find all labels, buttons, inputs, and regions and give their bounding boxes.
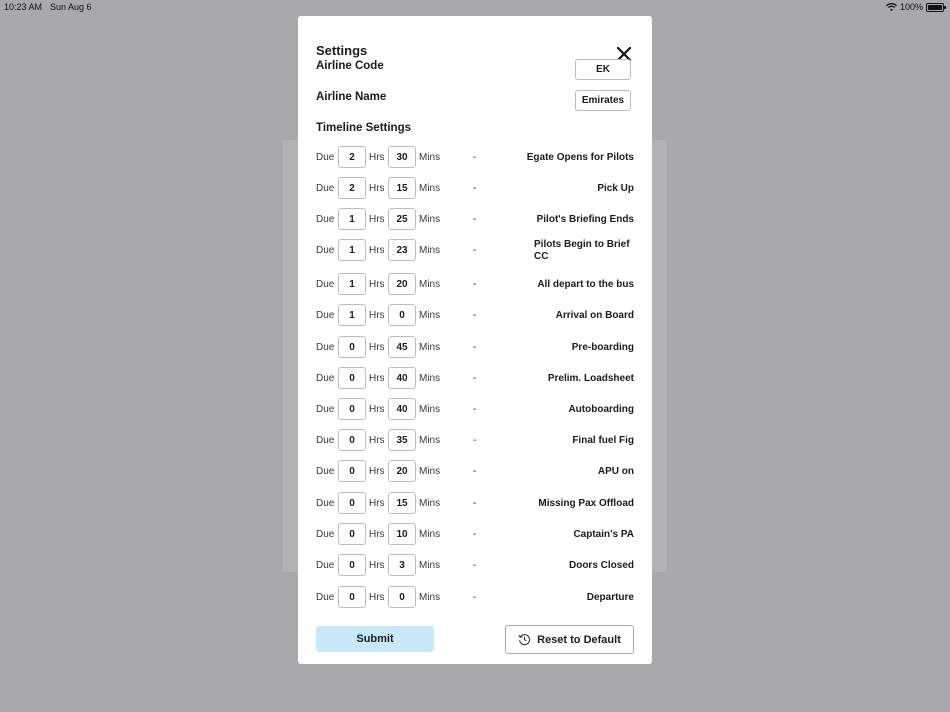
minutes-field[interactable]: 30 (388, 146, 416, 168)
event-label: Captain's PA (573, 529, 634, 540)
minutes-field[interactable]: 20 (388, 273, 416, 295)
status-bar (0, 0, 950, 14)
hours-field[interactable]: 1 (338, 273, 366, 295)
hrs-label: Hrs (369, 279, 385, 290)
event-label: Departure (586, 592, 634, 603)
separator-dash: - (473, 279, 477, 290)
due-label: Due (316, 560, 335, 571)
hrs-label: Hrs (369, 342, 385, 353)
minutes-field[interactable]: 45 (388, 336, 416, 358)
event-label: All depart to the bus (537, 279, 634, 290)
hrs-label: Hrs (369, 245, 385, 256)
timeline-row (298, 398, 652, 422)
timeline-row (298, 208, 652, 232)
reset-to-default-button[interactable] (505, 625, 634, 654)
event-label: Final fuel Fig (572, 435, 634, 446)
hrs-label: Hrs (369, 435, 385, 446)
mins-label: Mins (419, 279, 441, 290)
timeline-row (298, 239, 652, 263)
separator-dash: - (473, 310, 477, 321)
minutes-field[interactable]: 0 (388, 586, 416, 608)
hrs-label: Hrs (369, 183, 385, 194)
hours-field[interactable]: 1 (338, 304, 366, 326)
timeline-row (298, 146, 652, 170)
mins-label: Mins (419, 592, 441, 603)
mins-label: Mins (419, 560, 441, 571)
mins-label: Mins (419, 498, 441, 509)
due-label: Due (316, 435, 335, 446)
timeline-row (298, 367, 652, 391)
event-label: Prelim. Loadsheet (547, 373, 634, 384)
separator-dash: - (473, 529, 477, 540)
submit-button[interactable] (316, 626, 434, 652)
hours-field[interactable]: 0 (338, 460, 366, 482)
mins-label: Mins (419, 529, 441, 540)
event-label: Pilot's Briefing Ends (536, 214, 634, 225)
hrs-label: Hrs (369, 373, 385, 384)
hours-field[interactable]: 0 (338, 336, 366, 358)
separator-dash: - (473, 245, 477, 256)
mins-label: Mins (419, 342, 441, 353)
hours-field[interactable]: 0 (338, 398, 366, 420)
hours-field[interactable]: 0 (338, 523, 366, 545)
minutes-field[interactable]: 3 (388, 554, 416, 576)
timeline-row (298, 492, 652, 516)
timeline-row (298, 304, 652, 328)
hours-field[interactable]: 1 (338, 208, 366, 230)
due-label: Due (316, 592, 335, 603)
timeline-row (298, 460, 652, 484)
due-label: Due (316, 183, 335, 194)
separator-dash: - (473, 466, 477, 477)
hours-field[interactable]: 0 (338, 492, 366, 514)
event-label: APU on (597, 466, 634, 477)
status-date: Sun Aug 6 (50, 2, 92, 12)
timeline-row (298, 586, 652, 610)
hrs-label: Hrs (369, 592, 385, 603)
timeline-row (298, 429, 652, 453)
due-label: Due (316, 152, 335, 163)
timeline-row (298, 177, 652, 201)
timeline-settings-label: Timeline Settings (316, 122, 412, 134)
separator-dash: - (473, 214, 477, 225)
minutes-field[interactable]: 40 (388, 367, 416, 389)
mins-label: Mins (419, 245, 441, 256)
minutes-field[interactable]: 35 (388, 429, 416, 451)
event-label: Pick Up (597, 183, 634, 194)
hrs-label: Hrs (369, 152, 385, 163)
airline-name-field[interactable]: Emirates (575, 90, 631, 111)
due-label: Due (316, 466, 335, 477)
reset-clock-icon (518, 633, 531, 646)
timeline-row (298, 336, 652, 360)
separator-dash: - (473, 342, 477, 353)
separator-dash: - (473, 152, 477, 163)
due-label: Due (316, 245, 335, 256)
wifi-icon (886, 3, 897, 11)
battery-icon (926, 3, 944, 12)
timeline-row (298, 554, 652, 578)
mins-label: Mins (419, 214, 441, 225)
minutes-field[interactable]: 15 (388, 177, 416, 199)
reset-label: Reset to Default (537, 633, 621, 646)
separator-dash: - (473, 404, 477, 415)
mins-label: Mins (419, 373, 441, 384)
separator-dash: - (473, 435, 477, 446)
minutes-field[interactable]: 15 (388, 492, 416, 514)
minutes-field[interactable]: 23 (388, 239, 416, 261)
due-label: Due (316, 214, 335, 225)
minutes-field[interactable]: 10 (388, 523, 416, 545)
hours-field[interactable]: 1 (338, 239, 366, 261)
hrs-label: Hrs (369, 310, 385, 321)
hrs-label: Hrs (369, 529, 385, 540)
due-label: Due (316, 498, 335, 509)
minutes-field[interactable]: 20 (388, 460, 416, 482)
settings-modal (298, 16, 652, 664)
hours-field[interactable]: 2 (338, 177, 366, 199)
hrs-label: Hrs (369, 404, 385, 415)
hours-field[interactable]: 0 (338, 586, 366, 608)
due-label: Due (316, 373, 335, 384)
event-label: Missing Pax Offload (538, 498, 634, 509)
hours-field[interactable]: 0 (338, 367, 366, 389)
timeline-row (298, 273, 652, 297)
minutes-field[interactable]: 0 (388, 304, 416, 326)
hours-field[interactable]: 0 (338, 429, 366, 451)
separator-dash: - (473, 592, 477, 603)
separator-dash: - (473, 498, 477, 509)
status-time: 10:23 AM (4, 2, 43, 12)
status-right (886, 2, 944, 12)
hrs-label: Hrs (369, 560, 385, 571)
separator-dash: - (473, 183, 477, 194)
event-label: Egate Opens for Pilots (526, 152, 634, 163)
event-label: Pre-boarding (571, 342, 634, 353)
submit-label: Submit (356, 633, 394, 645)
mins-label: Mins (419, 310, 441, 321)
event-label: Pilots Begin to Brief CC (534, 239, 630, 262)
hours-field[interactable]: 2 (338, 146, 366, 168)
hrs-label: Hrs (369, 466, 385, 477)
minutes-field[interactable]: 25 (388, 208, 416, 230)
mins-label: Mins (419, 435, 441, 446)
due-label: Due (316, 342, 335, 353)
due-label: Due (316, 279, 335, 290)
hrs-label: Hrs (369, 498, 385, 509)
due-label: Due (316, 529, 335, 540)
hrs-label: Hrs (369, 214, 385, 225)
separator-dash: - (473, 373, 477, 384)
minutes-field[interactable]: 40 (388, 398, 416, 420)
event-label: Doors Closed (568, 560, 634, 571)
due-label: Due (316, 310, 335, 321)
modal-title: Settings (316, 43, 368, 58)
airline-name-label: Airline Name (316, 91, 387, 103)
due-label: Due (316, 404, 335, 415)
event-label: Arrival on Board (555, 310, 634, 321)
mins-label: Mins (419, 466, 441, 477)
mins-label: Mins (419, 152, 441, 163)
airline-code-label: Airline Code (316, 60, 384, 72)
separator-dash: - (473, 560, 477, 571)
event-label: Autoboarding (568, 404, 634, 415)
timeline-row (298, 523, 652, 547)
mins-label: Mins (419, 404, 441, 415)
mins-label: Mins (419, 183, 441, 194)
airline-code-field[interactable]: EK (575, 59, 631, 80)
hours-field[interactable]: 0 (338, 554, 366, 576)
battery-percent: 100% (899, 2, 923, 12)
